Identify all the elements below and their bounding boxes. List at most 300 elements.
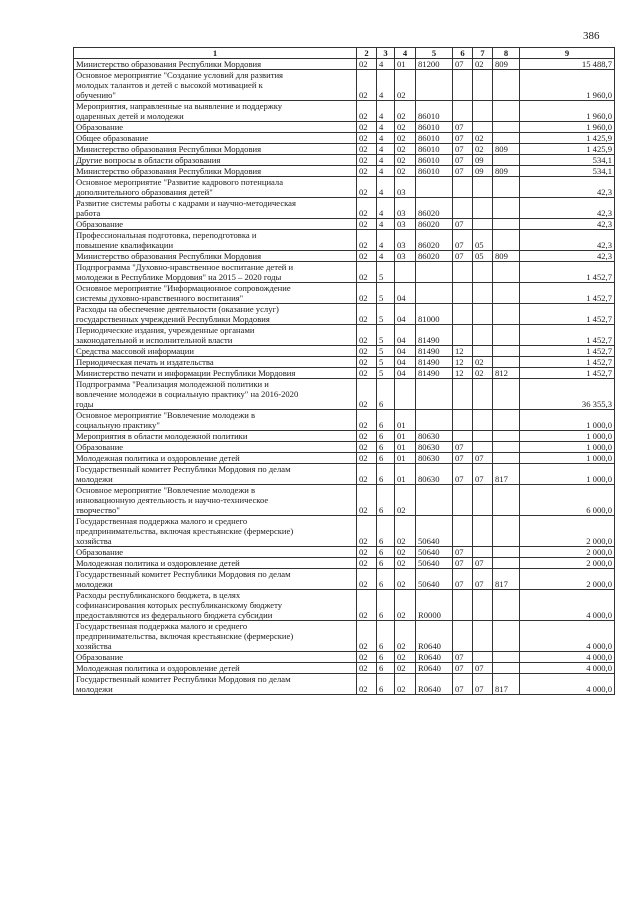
section-code bbox=[453, 70, 473, 101]
table-row bbox=[74, 558, 615, 569]
ministry-code bbox=[493, 198, 520, 219]
program-code: 02 bbox=[357, 558, 377, 569]
activity-code: 02 bbox=[395, 485, 416, 516]
section-code: 07 bbox=[453, 453, 473, 464]
section-code: 07 bbox=[453, 547, 473, 558]
subsection-code bbox=[473, 621, 493, 652]
table-row bbox=[74, 442, 615, 453]
description-line: Другие вопросы в области образования bbox=[76, 155, 221, 165]
ministry-code: 809 bbox=[493, 59, 520, 70]
ministry-code bbox=[493, 230, 520, 251]
row-description bbox=[74, 219, 357, 230]
description-line: Основное мероприятие "Информационное сопровождение bbox=[76, 283, 291, 293]
ministry-code: 817 bbox=[493, 569, 520, 590]
subsection-code bbox=[473, 70, 493, 101]
program-code: 02 bbox=[357, 144, 377, 155]
expense-direction-code: 81000 bbox=[416, 304, 453, 325]
expense-direction-code: 81490 bbox=[416, 357, 453, 368]
activity-code: 03 bbox=[395, 219, 416, 230]
amount: 1 960,0 bbox=[520, 122, 615, 133]
amount: 4 000,0 bbox=[520, 621, 615, 652]
description-line: Государственный комитет Республики Мордовия по делам bbox=[76, 569, 291, 579]
description-line: Подпрограмма "Реализация молодежной политики и bbox=[76, 379, 269, 389]
expense-direction-code: R0640 bbox=[416, 674, 453, 695]
subprogram-code: 5 bbox=[377, 304, 395, 325]
expense-direction-code: 81490 bbox=[416, 346, 453, 357]
activity-code: 01 bbox=[395, 410, 416, 431]
expense-direction-code: 86010 bbox=[416, 133, 453, 144]
description-line: Министерство образования Республики Мордовия bbox=[76, 59, 262, 69]
section-code bbox=[453, 283, 473, 304]
table-row bbox=[74, 101, 615, 122]
subsection-code bbox=[473, 346, 493, 357]
amount: 4 000,0 bbox=[520, 652, 615, 663]
subprogram-code: 6 bbox=[377, 621, 395, 652]
subprogram-code: 5 bbox=[377, 357, 395, 368]
amount: 1 000,0 bbox=[520, 442, 615, 453]
activity-code: 01 bbox=[395, 442, 416, 453]
section-code bbox=[453, 379, 473, 410]
ministry-code bbox=[493, 516, 520, 547]
section-code: 07 bbox=[453, 251, 473, 262]
table-row bbox=[74, 590, 615, 621]
description-line: хозяйства bbox=[76, 641, 112, 651]
subprogram-code: 6 bbox=[377, 652, 395, 663]
amount: 1 000,0 bbox=[520, 431, 615, 442]
table-row bbox=[74, 431, 615, 442]
ministry-code bbox=[493, 219, 520, 230]
ministry-code bbox=[493, 304, 520, 325]
section-code: 07 bbox=[453, 442, 473, 453]
subsection-code bbox=[473, 219, 493, 230]
subprogram-code: 5 bbox=[377, 325, 395, 346]
subsection-code: 07 bbox=[473, 464, 493, 485]
description-line: Средства массовой информации bbox=[76, 346, 194, 356]
subprogram-code: 5 bbox=[377, 283, 395, 304]
description-line: системы духовно-нравственного воспитания" bbox=[76, 293, 244, 303]
section-code bbox=[453, 198, 473, 219]
table-row bbox=[74, 177, 615, 198]
row-description bbox=[74, 346, 357, 357]
activity-code: 01 bbox=[395, 453, 416, 464]
activity-code bbox=[395, 262, 416, 283]
subprogram-code: 4 bbox=[377, 155, 395, 166]
expense-direction-code: 50640 bbox=[416, 547, 453, 558]
subsection-code: 07 bbox=[473, 558, 493, 569]
description-line: софинансирования которых республиканскому бюджету bbox=[76, 600, 283, 610]
amount: 1 000,0 bbox=[520, 464, 615, 485]
row-description bbox=[74, 101, 357, 122]
program-code: 02 bbox=[357, 464, 377, 485]
table-row bbox=[74, 485, 615, 516]
row-description bbox=[74, 166, 357, 177]
activity-code: 02 bbox=[395, 663, 416, 674]
ministry-code bbox=[493, 558, 520, 569]
program-code: 02 bbox=[357, 346, 377, 357]
section-code bbox=[453, 101, 473, 122]
ministry-code: 809 bbox=[493, 166, 520, 177]
subsection-code: 07 bbox=[473, 453, 493, 464]
ministry-code bbox=[493, 346, 520, 357]
ministry-code bbox=[493, 663, 520, 674]
table-row bbox=[74, 230, 615, 251]
activity-code: 04 bbox=[395, 346, 416, 357]
activity-code: 02 bbox=[395, 122, 416, 133]
subprogram-code: 6 bbox=[377, 464, 395, 485]
ministry-code bbox=[493, 357, 520, 368]
section-code bbox=[453, 325, 473, 346]
row-description bbox=[74, 251, 357, 262]
subprogram-code: 5 bbox=[377, 368, 395, 379]
amount: 42,3 bbox=[520, 251, 615, 262]
ministry-code: 817 bbox=[493, 674, 520, 695]
program-code: 02 bbox=[357, 442, 377, 453]
activity-code: 02 bbox=[395, 652, 416, 663]
expense-direction-code: 86020 bbox=[416, 198, 453, 219]
column-header: 6 bbox=[453, 48, 473, 59]
expense-direction-code: R0640 bbox=[416, 621, 453, 652]
ministry-code bbox=[493, 453, 520, 464]
ministry-code bbox=[493, 325, 520, 346]
subprogram-code: 4 bbox=[377, 59, 395, 70]
table-row bbox=[74, 357, 615, 368]
activity-code: 04 bbox=[395, 357, 416, 368]
description-line: Государственная поддержка малого и среднего bbox=[76, 516, 248, 526]
amount: 42,3 bbox=[520, 198, 615, 219]
subsection-code bbox=[473, 122, 493, 133]
amount: 534,1 bbox=[520, 155, 615, 166]
program-code: 02 bbox=[357, 166, 377, 177]
program-code: 02 bbox=[357, 357, 377, 368]
row-description bbox=[74, 144, 357, 155]
page-number: 386 bbox=[583, 30, 600, 42]
section-code: 07 bbox=[453, 144, 473, 155]
program-code: 02 bbox=[357, 283, 377, 304]
row-description bbox=[74, 379, 357, 410]
ministry-code bbox=[493, 283, 520, 304]
amount: 15 488,7 bbox=[520, 59, 615, 70]
description-line: повышение квалификации bbox=[76, 240, 174, 250]
activity-code: 02 bbox=[395, 101, 416, 122]
row-description bbox=[74, 368, 357, 379]
table-row bbox=[74, 652, 615, 663]
table-row bbox=[74, 379, 615, 410]
expense-direction-code bbox=[416, 177, 453, 198]
program-code: 02 bbox=[357, 663, 377, 674]
activity-code: 02 bbox=[395, 674, 416, 695]
description-line: Периодические издания, учрежденные органами bbox=[76, 325, 255, 335]
subsection-code: 02 bbox=[473, 357, 493, 368]
description-line: молодежи в Республике Мордовия" на 2015 – 2020 годы bbox=[76, 272, 282, 282]
row-description bbox=[74, 663, 357, 674]
section-code: 12 bbox=[453, 357, 473, 368]
table-row bbox=[74, 133, 615, 144]
description-line: предпринимательства, включая крестьянские (фермерские) bbox=[76, 526, 294, 536]
expense-direction-code: 81200 bbox=[416, 59, 453, 70]
section-code: 07 bbox=[453, 155, 473, 166]
description-line: Государственный комитет Республики Мордовия по делам bbox=[76, 464, 291, 474]
subsection-code: 07 bbox=[473, 569, 493, 590]
ministry-code bbox=[493, 155, 520, 166]
program-code: 02 bbox=[357, 368, 377, 379]
section-code: 12 bbox=[453, 368, 473, 379]
section-code: 07 bbox=[453, 230, 473, 251]
ministry-code bbox=[493, 621, 520, 652]
table-row bbox=[74, 304, 615, 325]
program-code: 02 bbox=[357, 569, 377, 590]
ministry-code bbox=[493, 379, 520, 410]
column-header: 3 bbox=[377, 48, 395, 59]
row-description bbox=[74, 464, 357, 485]
program-code: 02 bbox=[357, 155, 377, 166]
activity-code: 03 bbox=[395, 198, 416, 219]
description-line: Периодическая печать и издательства bbox=[76, 357, 214, 367]
amount: 1 000,0 bbox=[520, 410, 615, 431]
subsection-code bbox=[473, 304, 493, 325]
program-code: 02 bbox=[357, 379, 377, 410]
expense-direction-code: 86010 bbox=[416, 122, 453, 133]
section-code bbox=[453, 262, 473, 283]
amount: 1 425,9 bbox=[520, 133, 615, 144]
subprogram-code: 5 bbox=[377, 262, 395, 283]
description-line: молодых талантов и детей с высокой мотивацией к bbox=[76, 80, 263, 90]
expense-direction-code: 86020 bbox=[416, 230, 453, 251]
activity-code: 04 bbox=[395, 368, 416, 379]
expense-direction-code bbox=[416, 485, 453, 516]
description-line: Образование bbox=[76, 547, 124, 557]
section-code: 07 bbox=[453, 122, 473, 133]
program-code: 02 bbox=[357, 133, 377, 144]
expense-direction-code: 80630 bbox=[416, 464, 453, 485]
ministry-code bbox=[493, 101, 520, 122]
description-line: молодежи bbox=[76, 684, 113, 694]
program-code: 02 bbox=[357, 547, 377, 558]
description-line: Молодежная политика и оздоровление детей bbox=[76, 453, 240, 463]
section-code: 07 bbox=[453, 219, 473, 230]
table-row bbox=[74, 453, 615, 464]
table-row bbox=[74, 325, 615, 346]
ministry-code bbox=[493, 122, 520, 133]
table-row bbox=[74, 262, 615, 283]
section-code: 07 bbox=[453, 166, 473, 177]
description-line: Государственный комитет Республики Мордовия по делам bbox=[76, 674, 291, 684]
program-code: 02 bbox=[357, 59, 377, 70]
program-code: 02 bbox=[357, 198, 377, 219]
description-line: Основное мероприятие "Развитие кадрового потенциала bbox=[76, 177, 284, 187]
column-header: 5 bbox=[416, 48, 453, 59]
ministry-code bbox=[493, 485, 520, 516]
table-row bbox=[74, 219, 615, 230]
row-description bbox=[74, 621, 357, 652]
subprogram-code: 6 bbox=[377, 516, 395, 547]
activity-code: 02 bbox=[395, 155, 416, 166]
description-line: предпринимательства, включая крестьянские (фермерские) bbox=[76, 631, 294, 641]
description-line: Молодежная политика и оздоровление детей bbox=[76, 663, 240, 673]
activity-code: 01 bbox=[395, 59, 416, 70]
section-code bbox=[453, 177, 473, 198]
description-line: законодательной и исполнительной власти bbox=[76, 335, 233, 345]
column-header: 9 bbox=[520, 48, 615, 59]
description-line: дополнительного образования детей" bbox=[76, 187, 213, 197]
table-row bbox=[74, 547, 615, 558]
subsection-code: 09 bbox=[473, 155, 493, 166]
subsection-code bbox=[473, 262, 493, 283]
expense-direction-code: 50640 bbox=[416, 516, 453, 547]
subsection-code: 07 bbox=[473, 663, 493, 674]
description-line: Образование bbox=[76, 652, 124, 662]
subsection-code bbox=[473, 101, 493, 122]
table-row bbox=[74, 516, 615, 547]
subprogram-code: 4 bbox=[377, 166, 395, 177]
amount: 2 000,0 bbox=[520, 569, 615, 590]
program-code: 02 bbox=[357, 674, 377, 695]
amount: 1 425,9 bbox=[520, 144, 615, 155]
subprogram-code: 4 bbox=[377, 177, 395, 198]
description-line: предоставляются из федерального бюджета субсидии bbox=[76, 610, 273, 620]
program-code: 02 bbox=[357, 262, 377, 283]
expense-direction-code: R0640 bbox=[416, 663, 453, 674]
section-code bbox=[453, 304, 473, 325]
description-line: одаренных детей и молодежи bbox=[76, 111, 184, 121]
subprogram-code: 6 bbox=[377, 485, 395, 516]
subprogram-code: 6 bbox=[377, 431, 395, 442]
ministry-code bbox=[493, 133, 520, 144]
activity-code: 02 bbox=[395, 621, 416, 652]
table-row bbox=[74, 410, 615, 431]
activity-code: 02 bbox=[395, 516, 416, 547]
description-line: инновационную деятельность и научно-техническое bbox=[76, 495, 269, 505]
row-description bbox=[74, 262, 357, 283]
subsection-code bbox=[473, 516, 493, 547]
expense-direction-code bbox=[416, 70, 453, 101]
activity-code: 02 bbox=[395, 547, 416, 558]
subprogram-code: 4 bbox=[377, 219, 395, 230]
row-description bbox=[74, 431, 357, 442]
section-code: 07 bbox=[453, 558, 473, 569]
expense-direction-code bbox=[416, 410, 453, 431]
subprogram-code: 4 bbox=[377, 101, 395, 122]
row-description bbox=[74, 283, 357, 304]
expense-direction-code: R0640 bbox=[416, 652, 453, 663]
expense-direction-code bbox=[416, 283, 453, 304]
description-line: Общее образование bbox=[76, 133, 149, 143]
description-line: Молодежная политика и оздоровление детей bbox=[76, 558, 240, 568]
subprogram-code: 6 bbox=[377, 590, 395, 621]
ministry-code bbox=[493, 431, 520, 442]
amount: 1 452,7 bbox=[520, 325, 615, 346]
activity-code: 04 bbox=[395, 304, 416, 325]
description-line: Государственная поддержка малого и среднего bbox=[76, 621, 248, 631]
subsection-code: 02 bbox=[473, 59, 493, 70]
table-row bbox=[74, 464, 615, 485]
column-header: 2 bbox=[357, 48, 377, 59]
row-description bbox=[74, 590, 357, 621]
row-description bbox=[74, 558, 357, 569]
section-code: 12 bbox=[453, 346, 473, 357]
section-code: 07 bbox=[453, 464, 473, 485]
table-row bbox=[74, 122, 615, 133]
program-code: 02 bbox=[357, 70, 377, 101]
section-code: 07 bbox=[453, 663, 473, 674]
table-row bbox=[74, 569, 615, 590]
activity-code: 03 bbox=[395, 251, 416, 262]
subprogram-code: 4 bbox=[377, 144, 395, 155]
expense-direction-code: 80630 bbox=[416, 453, 453, 464]
amount: 1 452,7 bbox=[520, 357, 615, 368]
program-code: 02 bbox=[357, 410, 377, 431]
description-line: работа bbox=[76, 208, 101, 218]
row-description bbox=[74, 569, 357, 590]
row-description bbox=[74, 453, 357, 464]
row-description bbox=[74, 516, 357, 547]
activity-code: 02 bbox=[395, 569, 416, 590]
program-code: 02 bbox=[357, 101, 377, 122]
subsection-code: 09 bbox=[473, 166, 493, 177]
table-row bbox=[74, 166, 615, 177]
ministry-code: 812 bbox=[493, 368, 520, 379]
description-line: Образование bbox=[76, 442, 124, 452]
row-description bbox=[74, 70, 357, 101]
subsection-code: 02 bbox=[473, 144, 493, 155]
row-description bbox=[74, 674, 357, 695]
program-code: 02 bbox=[357, 251, 377, 262]
expense-direction-code: R0000 bbox=[416, 590, 453, 621]
ministry-code: 809 bbox=[493, 251, 520, 262]
ministry-code bbox=[493, 70, 520, 101]
ministry-code bbox=[493, 547, 520, 558]
program-code: 02 bbox=[357, 621, 377, 652]
section-code bbox=[453, 485, 473, 516]
description-line: творчество" bbox=[76, 505, 120, 515]
program-code: 02 bbox=[357, 230, 377, 251]
description-line: Министерство печати и информации Республики Мордовия bbox=[76, 368, 296, 378]
subprogram-code: 6 bbox=[377, 569, 395, 590]
description-line: Расходы на обеспечение деятельности (оказание услуг) bbox=[76, 304, 279, 314]
expense-direction-code: 86010 bbox=[416, 166, 453, 177]
subprogram-code: 6 bbox=[377, 674, 395, 695]
subsection-code bbox=[473, 325, 493, 346]
program-code: 02 bbox=[357, 304, 377, 325]
table-row bbox=[74, 674, 615, 695]
description-line: обучению" bbox=[76, 90, 116, 100]
section-code: 07 bbox=[453, 133, 473, 144]
description-line: Министерство образования Республики Мордовия bbox=[76, 144, 262, 154]
activity-code bbox=[395, 379, 416, 410]
description-line: Образование bbox=[76, 219, 124, 229]
expense-direction-code: 86020 bbox=[416, 219, 453, 230]
section-code bbox=[453, 431, 473, 442]
program-code: 02 bbox=[357, 177, 377, 198]
subprogram-code: 4 bbox=[377, 230, 395, 251]
table-row bbox=[74, 346, 615, 357]
row-description bbox=[74, 357, 357, 368]
section-code bbox=[453, 516, 473, 547]
subsection-code bbox=[473, 410, 493, 431]
amount: 6 000,0 bbox=[520, 485, 615, 516]
row-description bbox=[74, 122, 357, 133]
row-description bbox=[74, 304, 357, 325]
subprogram-code: 6 bbox=[377, 379, 395, 410]
table-row bbox=[74, 283, 615, 304]
subsection-code bbox=[473, 652, 493, 663]
activity-code: 02 bbox=[395, 70, 416, 101]
description-line: Расходы республиканского бюджета, в целях bbox=[76, 590, 241, 600]
subprogram-code: 6 bbox=[377, 558, 395, 569]
subprogram-code: 4 bbox=[377, 133, 395, 144]
table-row bbox=[74, 70, 615, 101]
subprogram-code: 6 bbox=[377, 410, 395, 431]
description-line: Мероприятия в области молодежной политики bbox=[76, 431, 248, 441]
